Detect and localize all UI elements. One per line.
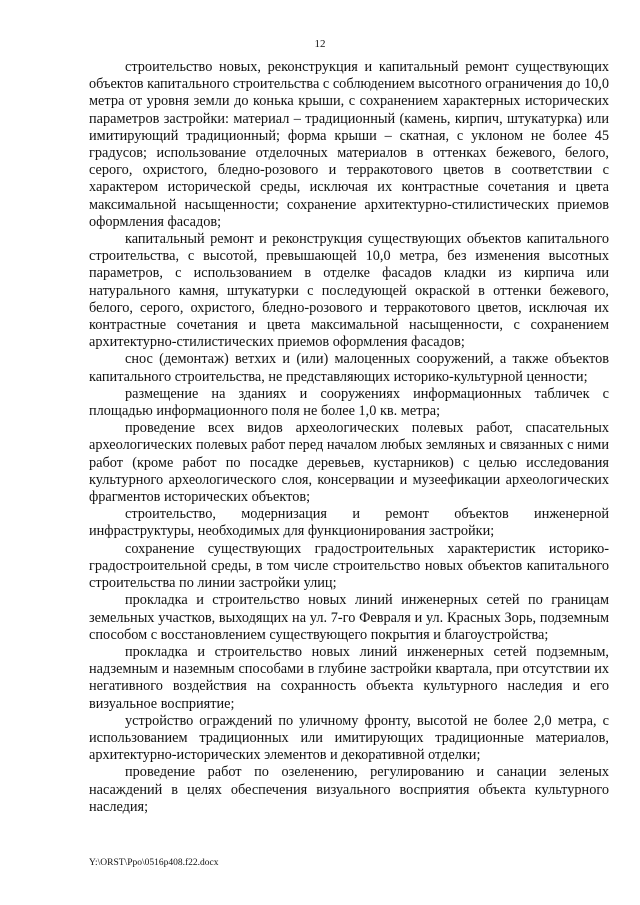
paragraph: снос (демонтаж) ветхих и (или) малоценных сооружений, а также объектов капитального строительства, не представляющих историко-культурной ценности; [89,351,609,385]
paragraph: строительство, модернизация и ремонт объектов инженерной инфраструктуры, необходимых для функционирования застройки; [89,506,609,540]
paragraph: прокладка и строительство новых линий инженерных сетей подземным, надземным и наземным способами в глубине застройки квартала, при отсутствии их негативного воздействия на сохранность объекта культурного наследия и его визуальное восприятие; [89,643,609,712]
paragraph: размещение на зданиях и сооружениях информационных табличек с площадью информационного поля не более 1,0 кв. метра; [89,385,609,420]
paragraph: прокладка и строительство новых линий инженерных сетей по границам земельных участков, выходящих на ул. 7-го Февраля и ул. Красных Зорь, подземным способом с восстановлением существующего покрытия и благоустройства; [89,592,609,643]
page-number: 12 [314,38,326,50]
paragraph: устройство ограждений по уличному фронту, высотой не более 2,0 метра, с использованием традиционных или имитирующих традиционные материалов, архитектурно-исторических элементов и декоративной отделки; [89,712,609,764]
paragraph: капитальный ремонт и реконструкция существующих объектов капитального строительства, с высотой, превышающей 10,0 метра, без изменения высотных параметров, с использованием в отделке фасадов кладки из кирпича или натурального камня, штукатурки с последующей окраской в оттенки бежевого, белого, серого, охристого, бледно-розового и терракотового цветов, исключая их контрастные сочетания и цвета максимальной насыщенности, с сохранением архитектурно-стилистических приемов оформления фасадов; [89,231,609,351]
document-body [89,59,609,816]
paragraph: проведение всех видов археологических полевых работ, спасательных археологических полевых работ перед началом любых земляных и связанных с ними работ (кроме работ по посадке деревьев, кустарников) с целью исследования культурного археологического слоя, консервации и музеефикации археологических фрагментов исторических объектов; [89,420,609,506]
paragraph: проведение работ по озеленению, регулированию и санации зеленых насаждений в целях обеспечения визуального восприятия объекта культурного наследия; [89,764,609,815]
paragraph: сохранение существующих градостроительных характеристик историко-градостроительной среды, в том числе строительство новых объектов капитального строительства по линии застройки улиц; [89,540,609,592]
footer-file-path: Y:\ORST\Ppo\0516p408.f22.docx [89,858,219,868]
paragraph: строительство новых, реконструкция и капитальный ремонт существующих объектов капитального строительства с соблюдением высотного ограничения до 10,0 метра от уровня земли до конька крыши, с сохранением характерных исторических параметров застройки: материал – традиционный (камень, кирпич, штукатурка) или имитирующий традиционный; форма крыши – скатная, с уклоном не более 45 градусов; использование отделочных материалов в оттенках бежевого, белого, серого, охристого, бледно-розового и терракотового цветов в соответствии с характером исторической среды, исключая их контрастные сочетания и цвета максимальной насыщенности; сохранение архитектурно-стилистических приемов оформления фасадов; [89,59,609,230]
